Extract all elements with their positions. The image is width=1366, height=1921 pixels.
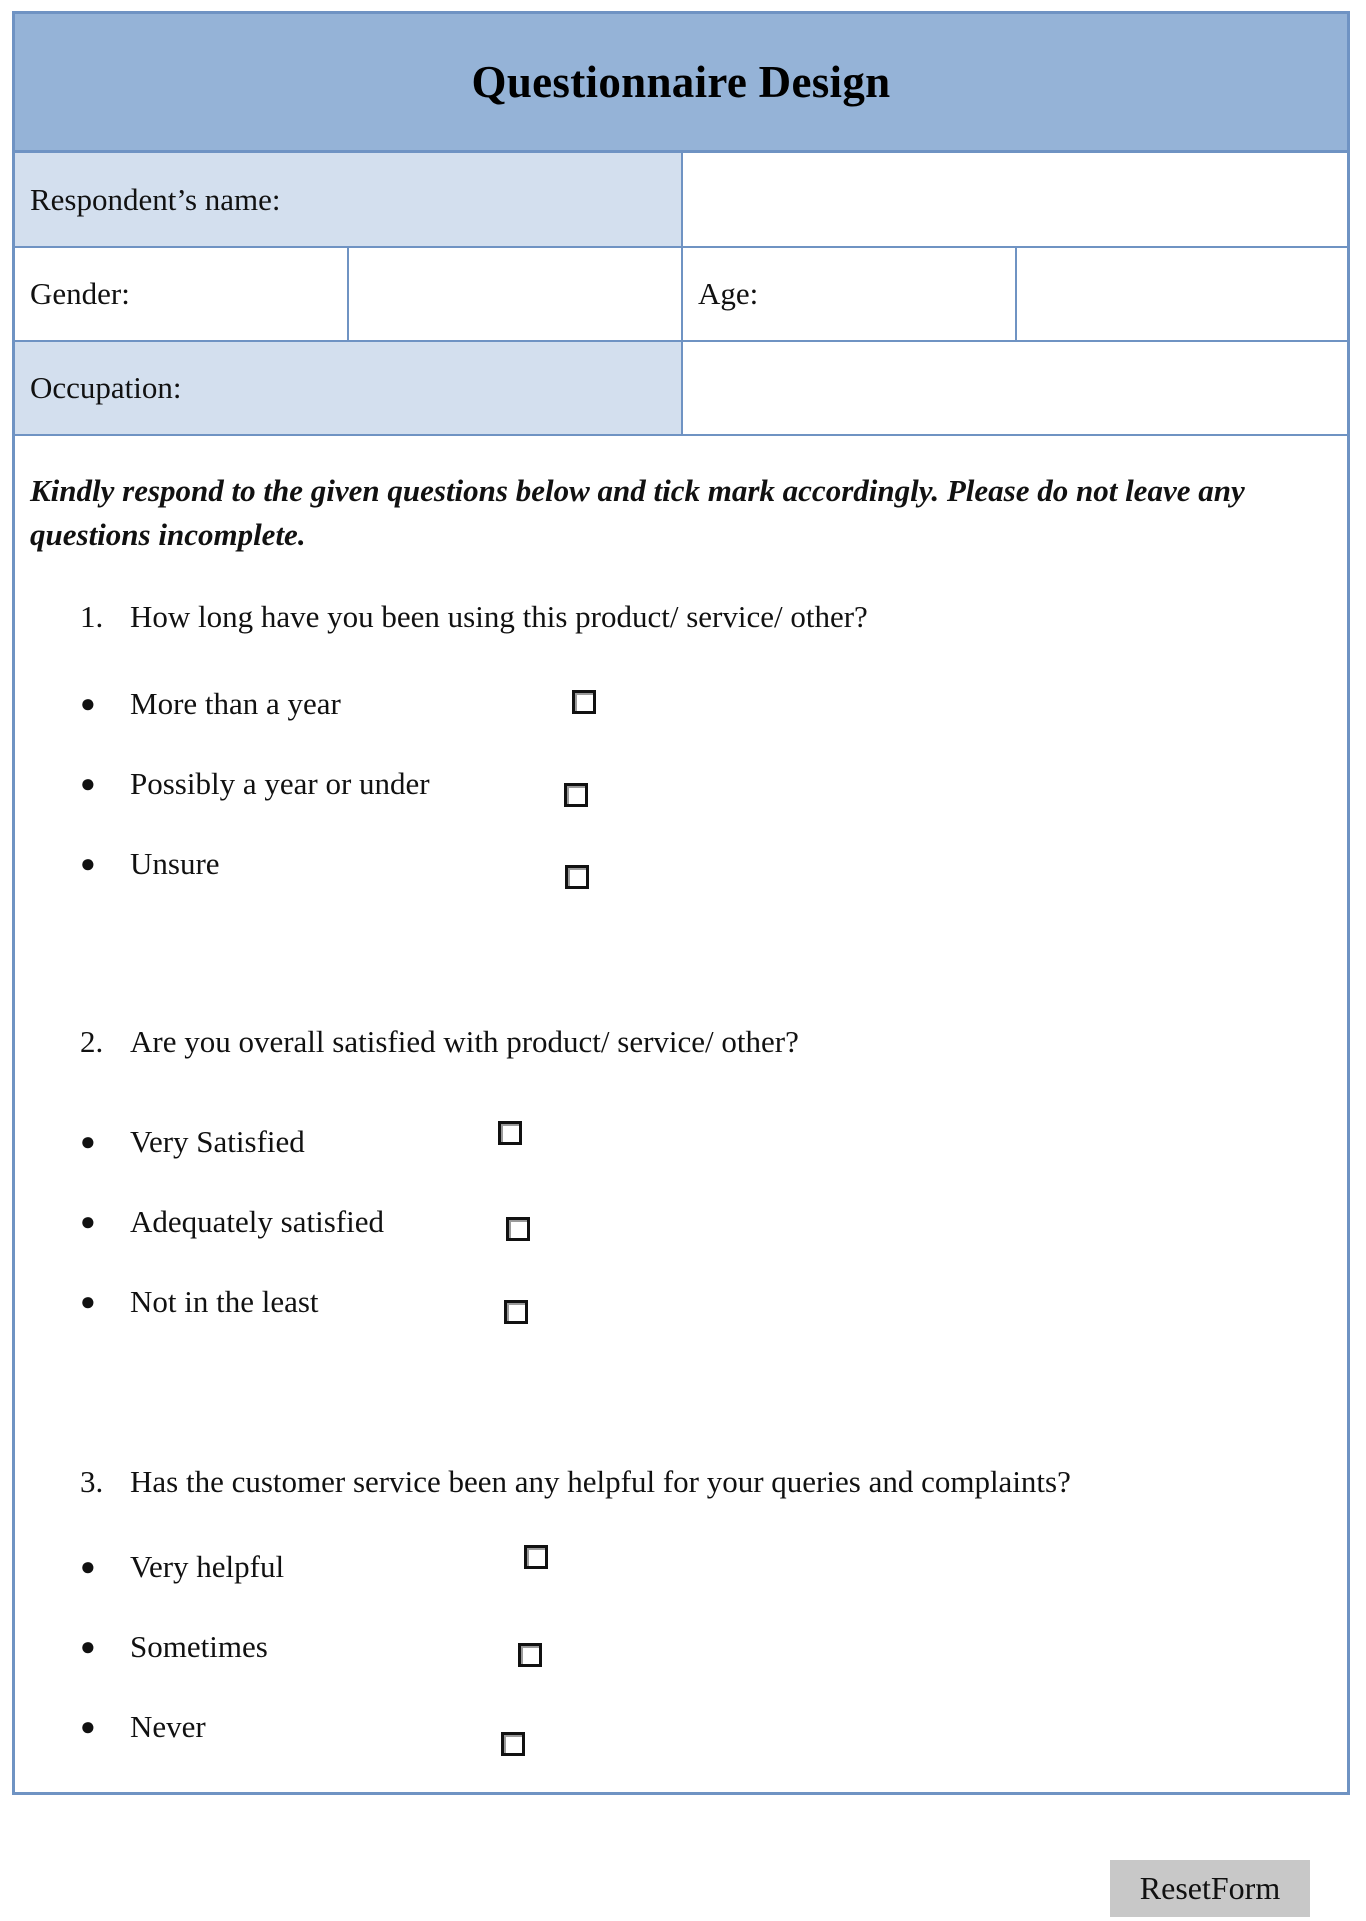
question-1 <box>80 599 868 635</box>
occupation-input[interactable] <box>683 342 1347 434</box>
checkbox-very-helpful[interactable] <box>524 1545 548 1569</box>
option-label: Sometimes <box>130 1629 268 1664</box>
checkbox-not-in-the-least[interactable] <box>504 1300 528 1324</box>
option-label: Very Satisfied <box>130 1124 305 1159</box>
bullet-icon: ● <box>80 1632 96 1661</box>
question-3 <box>80 1464 1071 1500</box>
question-number: 3. <box>80 1464 104 1499</box>
form-header <box>15 14 1347 153</box>
age-label: Age: <box>698 276 759 311</box>
questionnaire-form <box>12 11 1350 1795</box>
bullet-icon: ● <box>80 1552 96 1581</box>
question-text: Has the customer service been any helpful for your queries and complaints? <box>130 1464 1071 1499</box>
bullet-icon: ● <box>80 689 96 718</box>
bullet-icon: ● <box>80 1287 96 1316</box>
option-label: Very helpful <box>130 1549 285 1584</box>
respondent-name-input[interactable] <box>683 153 1347 246</box>
option-label: Not in the least <box>130 1284 319 1319</box>
checkbox-never[interactable] <box>501 1732 525 1756</box>
occupation-label: Occupation: <box>15 342 681 434</box>
respondent-name-label: Respondent’s name: <box>15 153 681 246</box>
bullet-icon: ● <box>80 849 96 878</box>
bullet-icon: ● <box>80 1127 96 1156</box>
option-label: Adequately satisfied <box>130 1204 384 1239</box>
option-label: Never <box>130 1709 206 1744</box>
gender-input[interactable] <box>349 248 681 340</box>
instructions-text: Kindly respond to the given questions below and tick mark accordingly. Please do not leave any questions incomplete. <box>30 473 1245 552</box>
option-label: Unsure <box>130 846 220 881</box>
checkbox-more-than-a-year[interactable] <box>572 690 596 714</box>
gender-label: Gender: <box>30 276 130 311</box>
checkbox-unsure[interactable] <box>565 865 589 889</box>
question-number: 2. <box>80 1024 104 1059</box>
checkbox-adequately-satisfied[interactable] <box>506 1217 530 1241</box>
bullet-icon: ● <box>80 1207 96 1236</box>
question-number: 1. <box>80 599 104 634</box>
checkbox-very-satisfied[interactable] <box>498 1121 522 1145</box>
form-title: Questionnaire Design <box>471 57 891 107</box>
question-text: How long have you been using this product/ service/ other? <box>130 599 868 634</box>
checkbox-sometimes[interactable] <box>518 1643 542 1667</box>
option-label: More than a year <box>130 686 341 721</box>
bullet-icon: ● <box>80 1712 96 1741</box>
age-input[interactable] <box>1017 248 1347 340</box>
reset-form-button[interactable]: ResetForm <box>1110 1860 1310 1917</box>
question-text: Are you overall satisfied with product/ service/ other? <box>130 1024 799 1059</box>
col-divider <box>681 153 683 436</box>
checkbox-possibly-a-year-or-under[interactable] <box>564 783 588 807</box>
option-label: Possibly a year or under <box>130 766 430 801</box>
bullet-icon: ● <box>80 769 96 798</box>
question-2 <box>80 1024 799 1060</box>
